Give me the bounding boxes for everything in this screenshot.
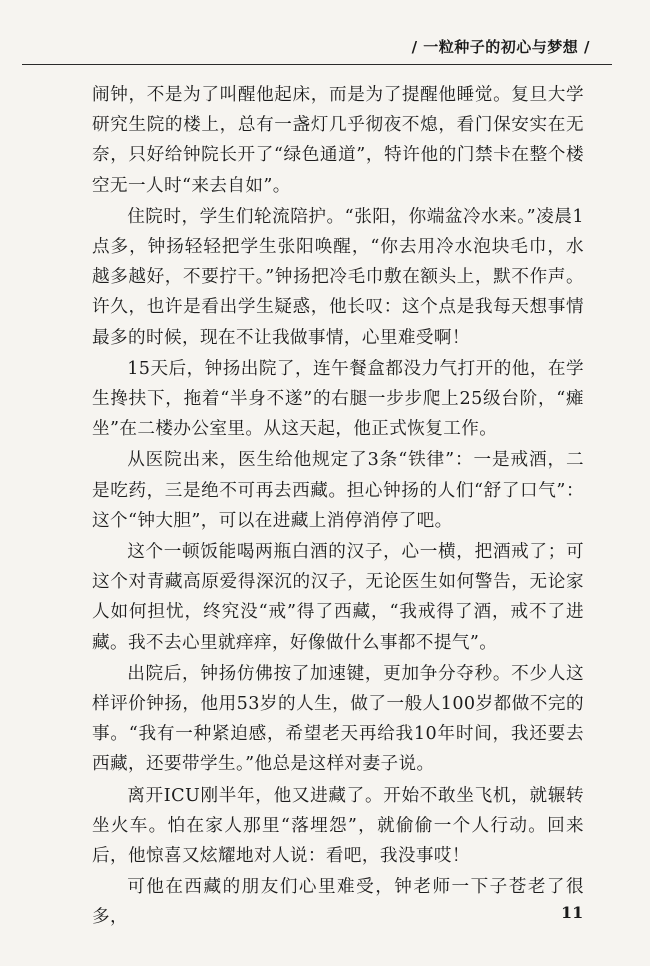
paragraph-3: 15天后，钟扬出院了，连午餐盒都没力气打开的他，在学生搀扶下，拖着“半身不遂”的右腿一步步爬上25级台阶，“瘫坐”在二楼办公室里。从这天起，他正式恢复工作。 bbox=[92, 358, 584, 440]
body-text bbox=[92, 80, 584, 934]
header-rule bbox=[22, 64, 612, 65]
paragraph-5: 这个一顿饭能喝两瓶白酒的汉子，心一横，把酒戒了；可这个对青藏高原爱得深沉的汉子，无论医生如何警告，无论家人如何担忧，终究没“戒”得了西藏，“我戒得了酒，戒不了进藏。我不去心里就痒痒，好像做什么事都不提气”。 bbox=[92, 542, 584, 653]
paragraph-8: 可他在西藏的朋友们心里难受，钟老师一下子苍老了很多， bbox=[92, 877, 584, 928]
running-head: / 一粒种子的初心与梦想 / bbox=[411, 38, 590, 56]
page-number: 11 bbox=[561, 903, 584, 922]
paragraph-4: 从医院出来，医生给他规定了3条“铁律”：一是戒酒，二是吃药，三是绝不可再去西藏。担心钟扬的人们“舒了口气”：这个“钟大胆”，可以在进藏上消停消停了吧。 bbox=[92, 450, 584, 531]
paragraph-6: 出院后，钟扬仿佛按了加速键，更加争分夺秒。不少人这样评价钟扬，他用53岁的人生，做了一般人100岁都做不完的事。“我有一种紧迫感，希望老天再给我10年时间，我还要去西藏，还要带学生。”他总是这样对妻子说。 bbox=[92, 663, 584, 775]
paragraph-2: 住院时，学生们轮流陪护。“张阳，你端盆冷水来。”凌晨1点多，钟扬轻轻把学生张阳唤醒，“你去用冷水泡块毛巾，水越多越好，不要拧干。”钟扬把冷毛巾敷在额头上，默不作声。许久，也许是看出学生疑惑，他长叹：这个点是我每天想事情最多的时候，现在不让我做事情，心里难受啊！ bbox=[92, 206, 584, 348]
paragraph-1: 闹钟，不是为了叫醒他起床，而是为了提醒他睡觉。复旦大学研究生院的楼上，总有一盏灯几乎彻夜不熄，看门保安实在无奈，只好给钟院长开了“绿色通道”，特许他的门禁卡在整个楼空无一人时“来去自如”。 bbox=[92, 85, 584, 196]
paragraph-7: 离开ICU刚半年，他又进藏了。开始不敢坐飞机，就辗转坐火车。怕在家人那里“落埋怨”，就偷偷一个人行动。回来后，他惊喜又炫耀地对人说：看吧，我没事哎！ bbox=[92, 785, 584, 867]
